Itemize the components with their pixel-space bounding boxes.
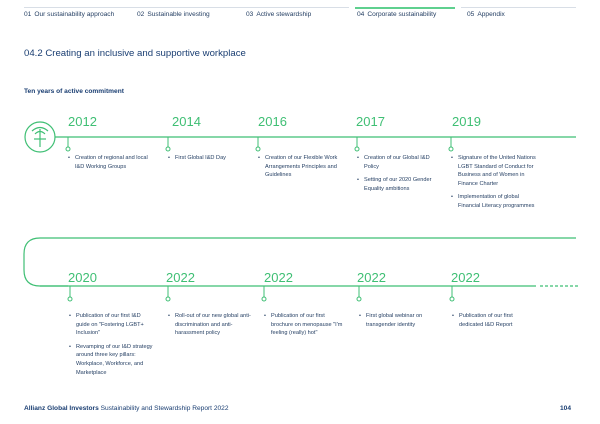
nav-item-number: 01 xyxy=(24,11,32,18)
milestone-list xyxy=(256,154,342,185)
nav-item-number: 04 xyxy=(357,11,365,18)
footer-brand-name: Allianz Global Investors xyxy=(24,405,99,412)
nav-item-number: 03 xyxy=(246,11,254,18)
milestone-item: • Publication of our first dedicated I&D Report xyxy=(450,312,536,329)
footer-report-title xyxy=(24,405,229,412)
milestone-item: • Revamping of our I&D strategy around three key pillars: Workplace, Workforce, and Marketplace xyxy=(67,343,153,377)
milestone-item: • Publication of our first I&D guide on "Fostering LGBT+ Inclusion" xyxy=(67,312,153,338)
milestone-list xyxy=(166,312,252,343)
milestone-list xyxy=(66,154,152,176)
milestone-list xyxy=(449,154,541,216)
timeline-marker xyxy=(262,286,266,301)
timeline-year: 2017 xyxy=(356,114,385,129)
timeline-marker xyxy=(357,286,361,301)
milestone-item: • Roll-out of our new global anti-discrimination and anti-harassment policy xyxy=(166,312,252,338)
timeline-marker xyxy=(166,137,170,151)
milestone-item: • Creation of our Global I&D Policy xyxy=(355,154,441,171)
nav-item-label: Sustainable investing xyxy=(147,11,210,18)
timeline-year: 2022 xyxy=(166,270,195,285)
timeline-year: 2022 xyxy=(264,270,293,285)
timeline-marker xyxy=(450,286,454,301)
section-subtitle: Ten years of active commitment xyxy=(24,88,124,95)
timeline-year: 2014 xyxy=(172,114,201,129)
timeline-marker xyxy=(355,137,359,151)
nav-item-label: Active stewardship xyxy=(256,11,312,18)
milestone-list xyxy=(67,312,153,382)
timeline-year: 2020 xyxy=(68,270,97,285)
milestone-list xyxy=(450,312,536,334)
timeline-marker xyxy=(449,137,453,151)
timeline-connector xyxy=(24,238,68,286)
milestone-list xyxy=(355,154,441,198)
milestone-item: • Signature of the United Nations LGBT Standard of Conduct for Business and of Women in Finance Charter xyxy=(449,154,541,188)
timeline-marker xyxy=(256,137,260,151)
timeline-marker xyxy=(166,286,170,301)
timeline-year: 2012 xyxy=(68,114,97,129)
milestone-item: • Setting of our 2020 Gender Equality ambitions xyxy=(355,176,441,193)
milestone-item: • Publication of our first brochure on menopause "I'm feeling (really) hot" xyxy=(262,312,348,338)
milestone-list xyxy=(262,312,348,343)
nav-item-number: 05 xyxy=(467,11,475,18)
milestone-item: • Implementation of global Financial Literacy programmes xyxy=(449,193,541,210)
timeline-marker xyxy=(68,286,72,301)
page-number: 104 xyxy=(560,405,572,412)
timeline-year: 2022 xyxy=(357,270,386,285)
timeline-year: 2016 xyxy=(258,114,287,129)
rainbow-plus-icon xyxy=(25,122,55,152)
milestone-item: • Creation of our Flexible Work Arrangements Principles and Guidelines xyxy=(256,154,342,180)
page-title: 04.2 Creating an inclusive and supportive workplace xyxy=(24,48,246,59)
timeline-marker xyxy=(66,137,70,151)
nav-item-number: 02 xyxy=(137,11,145,18)
milestone-item: • First global webinar on transgender identity xyxy=(357,312,443,329)
milestone-item: • Creation of regional and local I&D Working Groups xyxy=(66,154,152,171)
milestone-list xyxy=(166,154,252,168)
nav-item-label: Appendix xyxy=(477,11,505,18)
milestone-item: • First Global I&D Day xyxy=(166,154,252,163)
nav-item-label: Corporate sustainability xyxy=(367,11,437,18)
footer-report-name: Sustainability and Stewardship Report 2022 xyxy=(100,405,229,412)
timeline-year: 2019 xyxy=(452,114,481,129)
timeline-year: 2022 xyxy=(451,270,480,285)
nav-item-label: Our sustainability approach xyxy=(34,11,115,18)
milestone-list xyxy=(357,312,443,334)
